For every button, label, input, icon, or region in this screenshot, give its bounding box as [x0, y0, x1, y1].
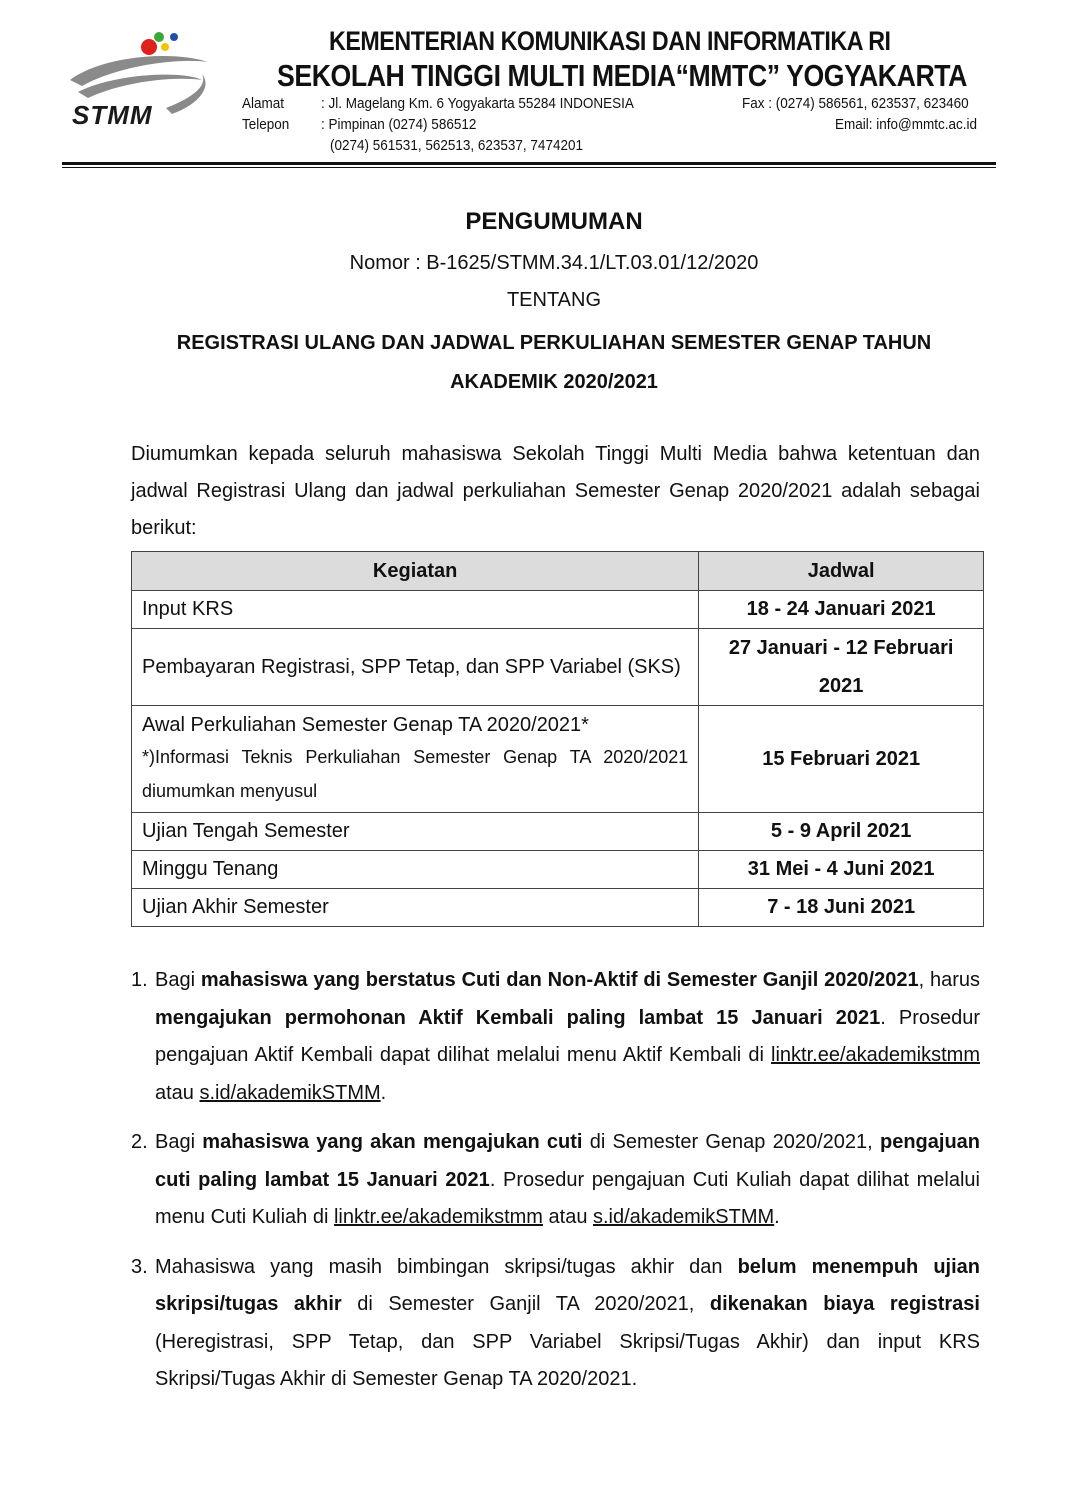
announcement-number: Nomor : B-1625/STMM.34.1/LT.03.01/12/2020 — [349, 252, 759, 274]
date-cell: 5 - 9 April 2021 — [699, 813, 984, 851]
school-name: SEKOLAH TINGGI MULTI MEDIA“MMTC” YOGYAKARTA — [277, 58, 967, 93]
activity-note: *)Informasi Teknis Perkuliahan Semester Genap TA 2020/2021 diumumkan menyusul — [142, 747, 689, 801]
phone-value-2: (0274) 561531, 562513, 623537, 7474201 — [330, 137, 583, 154]
sid-link[interactable]: s.id/akademikSTMM — [199, 1081, 381, 1104]
letterhead-rule-thin — [62, 167, 996, 168]
item-number: 1. — [131, 969, 148, 991]
item-number: 3. — [131, 1255, 148, 1278]
logo-dot-red — [141, 39, 157, 55]
rule-text: di Semester Ganjil TA 2020/2021, — [341, 1293, 710, 1315]
activity-cell — [132, 706, 699, 813]
rule-text: . Prosedur pengajuan Aktif Kembali dapat dilihat melalui menu Aktif Kembali di — [155, 1006, 981, 1066]
date-cell: 31 Mei - 4 Juni 2021 — [699, 851, 984, 889]
schedule-table — [131, 551, 984, 927]
date-cell: 7 - 18 Juni 2021 — [699, 889, 984, 927]
subject-line-2: AKADEMIK 2020/2021 — [450, 371, 658, 393]
address-value: : Jl. Magelang Km. 6 Yogyakarta 55284 INDONESIA — [321, 95, 634, 112]
activity-main: Awal Perkuliahan Semester Genap TA 2020/2021* — [142, 714, 589, 736]
logo-dot-green — [154, 32, 164, 42]
list-item — [131, 1249, 980, 1399]
date-cell: 18 - 24 Januari 2021 — [699, 591, 984, 629]
rule-text: atau — [542, 1206, 593, 1228]
rule-text: . — [380, 1081, 387, 1104]
logo-dot-blue — [170, 33, 178, 41]
rule-text: Bagi — [155, 1131, 203, 1153]
rule-text: Mahasiswa yang masih bimbingan skripsi/tugas akhir dan — [155, 1255, 738, 1278]
rule-text: . — [774, 1206, 780, 1228]
rule-text: atau — [155, 1081, 200, 1104]
rule-emphasis: pengajuan cuti paling lambat 15 Januari 2021 — [155, 1131, 980, 1191]
rule-text: Bagi — [155, 969, 201, 991]
sid-link[interactable]: s.id/akademikSTMM — [593, 1206, 775, 1228]
rule-text: . Prosedur pengajuan Cuti Kuliah dapat dilihat melalui menu Cuti Kuliah di — [155, 1168, 980, 1228]
activity-cell: Input KRS — [132, 591, 699, 629]
rules-list — [131, 962, 980, 1411]
rule-text: di Semester Genap 2020/2021, — [582, 1131, 880, 1153]
table-header-row — [132, 552, 984, 591]
rule-emphasis: mengajukan permohonan Aktif Kembali paling lambat 15 Januari 2021 — [155, 1006, 881, 1029]
announcement-about: TENTANG — [506, 289, 602, 311]
header-activity: Kegiatan — [132, 552, 699, 591]
letterhead-rule-thick — [62, 162, 996, 165]
phone-label: Telepon — [242, 116, 290, 133]
subject-line-1: REGISTRASI ULANG DAN JADWAL PERKULIAHAN SEMESTER GENAP TAHUN — [176, 332, 932, 354]
table-row — [132, 706, 984, 813]
rule-text: (Heregistrasi, SPP Tetap, dan SPP Variabel Skripsi/Tugas Akhir) dan input KRS Skripsi/Tugas Akhir di Semester Genap TA 2020/2021. — [155, 1330, 980, 1390]
address-label: Alamat — [242, 95, 285, 112]
item-number: 2. — [131, 1131, 148, 1153]
date-cell: 15 Februari 2021 — [699, 706, 984, 813]
activity-cell: Ujian Akhir Semester — [132, 889, 699, 927]
announcement-title: PENGUMUMAN — [465, 208, 643, 235]
table-row — [132, 629, 984, 706]
activity-cell: Pembayaran Registrasi, SPP Tetap, dan SPP Variabel (SKS) — [132, 629, 699, 706]
announcement-subject — [0, 324, 1072, 402]
list-item — [131, 962, 980, 1112]
rule-emphasis: belum menempuh ujian skripsi/tugas akhir — [155, 1255, 981, 1315]
logo-dot-yellow — [161, 43, 169, 51]
ministry-name: KEMENTERIAN KOMUNIKASI DAN INFORMATIKA RI — [329, 26, 891, 56]
date-cell: 27 Januari - 12 Februari 2021 — [699, 629, 984, 706]
table-row — [132, 591, 984, 629]
linktree-link[interactable]: linktr.ee/akademikstmm — [771, 1044, 980, 1066]
rule-emphasis: dikenakan biaya registrasi — [709, 1293, 980, 1315]
rule-text: , harus — [918, 969, 980, 991]
fax-number: Fax : (0274) 586561, 623537, 623460 — [742, 95, 969, 112]
activity-cell: Ujian Tengah Semester — [132, 813, 699, 851]
phone-value-1: : Pimpinan (0274) 586512 — [321, 116, 477, 133]
linktree-link[interactable]: linktr.ee/akademikstmm — [333, 1206, 543, 1228]
activity-cell: Minggu Tenang — [132, 851, 699, 889]
logo-text: STMM — [72, 100, 153, 130]
table-row — [132, 813, 984, 851]
stmm-logo — [62, 28, 214, 132]
table-row — [132, 851, 984, 889]
email-address: Email: info@mmtc.ac.id — [835, 116, 977, 133]
table-row — [132, 889, 984, 927]
rule-emphasis: mahasiswa yang berstatus Cuti dan Non-Aktif di Semester Ganjil 2020/2021 — [200, 969, 919, 991]
header-date: Jadwal — [699, 552, 984, 591]
list-item — [131, 1124, 980, 1237]
rule-emphasis: mahasiswa yang akan mengajukan cuti — [202, 1131, 583, 1153]
intro-paragraph: Diumumkan kepada seluruh mahasiswa Sekolah Tinggi Multi Media bahwa ketentuan dan jadwal Registrasi Ulang dan jadwal perkuliahan Semester Genap 2020/2021 adalah sebagai berikut: — [131, 443, 980, 539]
